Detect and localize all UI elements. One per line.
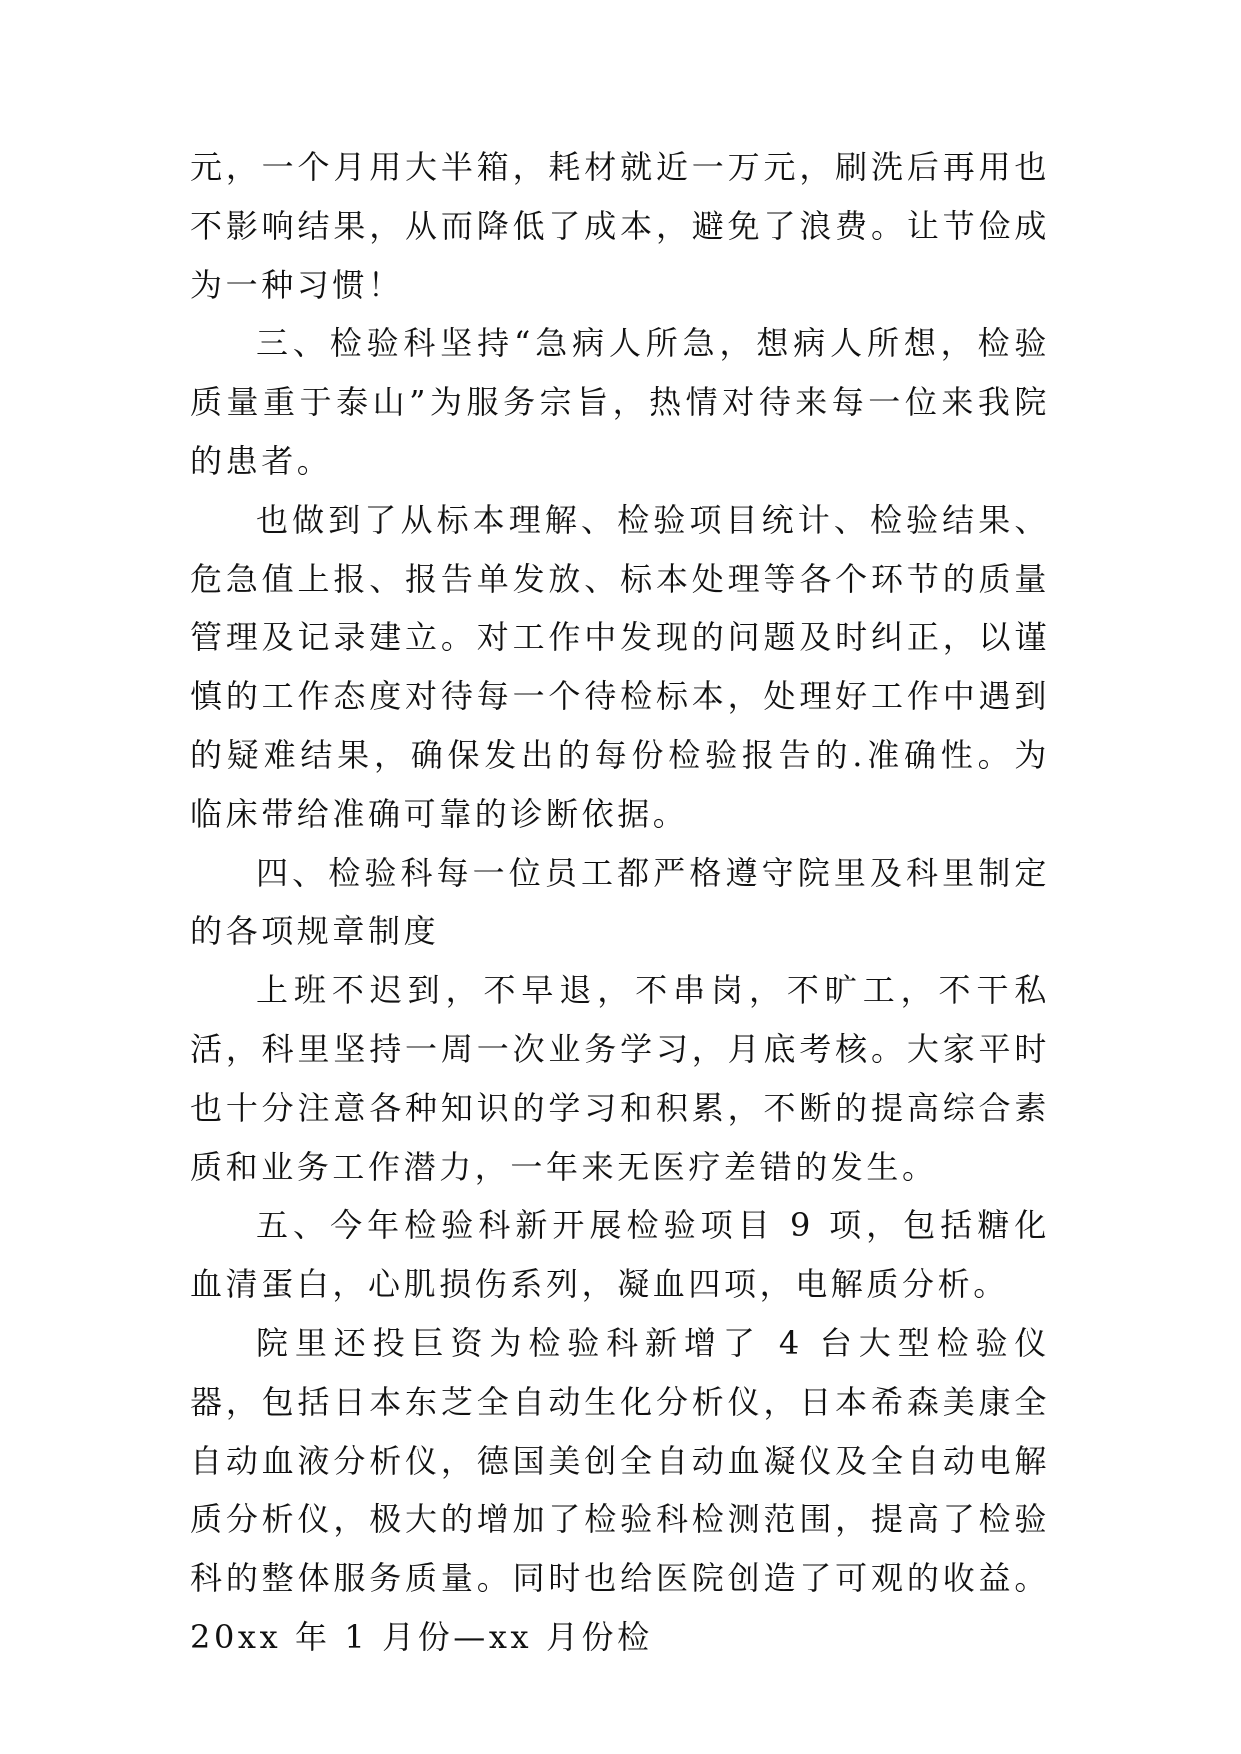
document-body	[190, 138, 1050, 1667]
paragraph-2: 三、检验科坚持“急病人所急，想病人所想，检验质量重于泰山”为服务宗旨，热情对待来每一位来我院的患者。	[190, 324, 1050, 480]
paragraph-5: 上班不迟到，不早退，不串岗，不旷工，不干私活，科里坚持一周一次业务学习，月底考核。大家平时也十分注意各种知识的学习和积累，不断的提高综合素质和业务工作潜力，一年来无医疗差错的发生。	[190, 971, 1050, 1186]
paragraph-4: 四、检验科每一位员工都严格遵守院里及科里制定的各项规章制度	[190, 853, 1050, 951]
paragraph-1: 元，一个月用大半箱，耗材就近一万元，刷洗后再用也不影响结果，从而降低了成本，避免了浪费。让节俭成为一种习惯！	[190, 148, 1050, 304]
paragraph-6: 五、今年检验科新开展检验项目 9 项，包括糖化血清蛋白，心肌损伤系列，凝血四项，电解质分析。	[190, 1206, 1050, 1304]
paragraph-3: 也做到了从标本理解、检验项目统计、检验结果、危急值上报、报告单发放、标本处理等各个环节的质量管理及记录建立。对工作中发现的问题及时纠正，以谨慎的工作态度对待每一个待检标本，处理好工作中遇到的疑难结果，确保发出的每份检验报告的.准确性。为临床带给准确可靠的诊断依据。	[190, 500, 1050, 833]
paragraph-7: 院里还投巨资为检验科新增了 4 台大型检验仪器，包括日本东芝全自动生化分析仪，日本希森美康全自动血液分析仪，德国美创全自动血凝仪及全自动电解质分析仪，极大的增加了检验科检测范围，提高了检验科的整体服务质量。同时也给医院创造了可观的收益。20xx 年 1 月份—xx 月份检	[190, 1323, 1050, 1656]
